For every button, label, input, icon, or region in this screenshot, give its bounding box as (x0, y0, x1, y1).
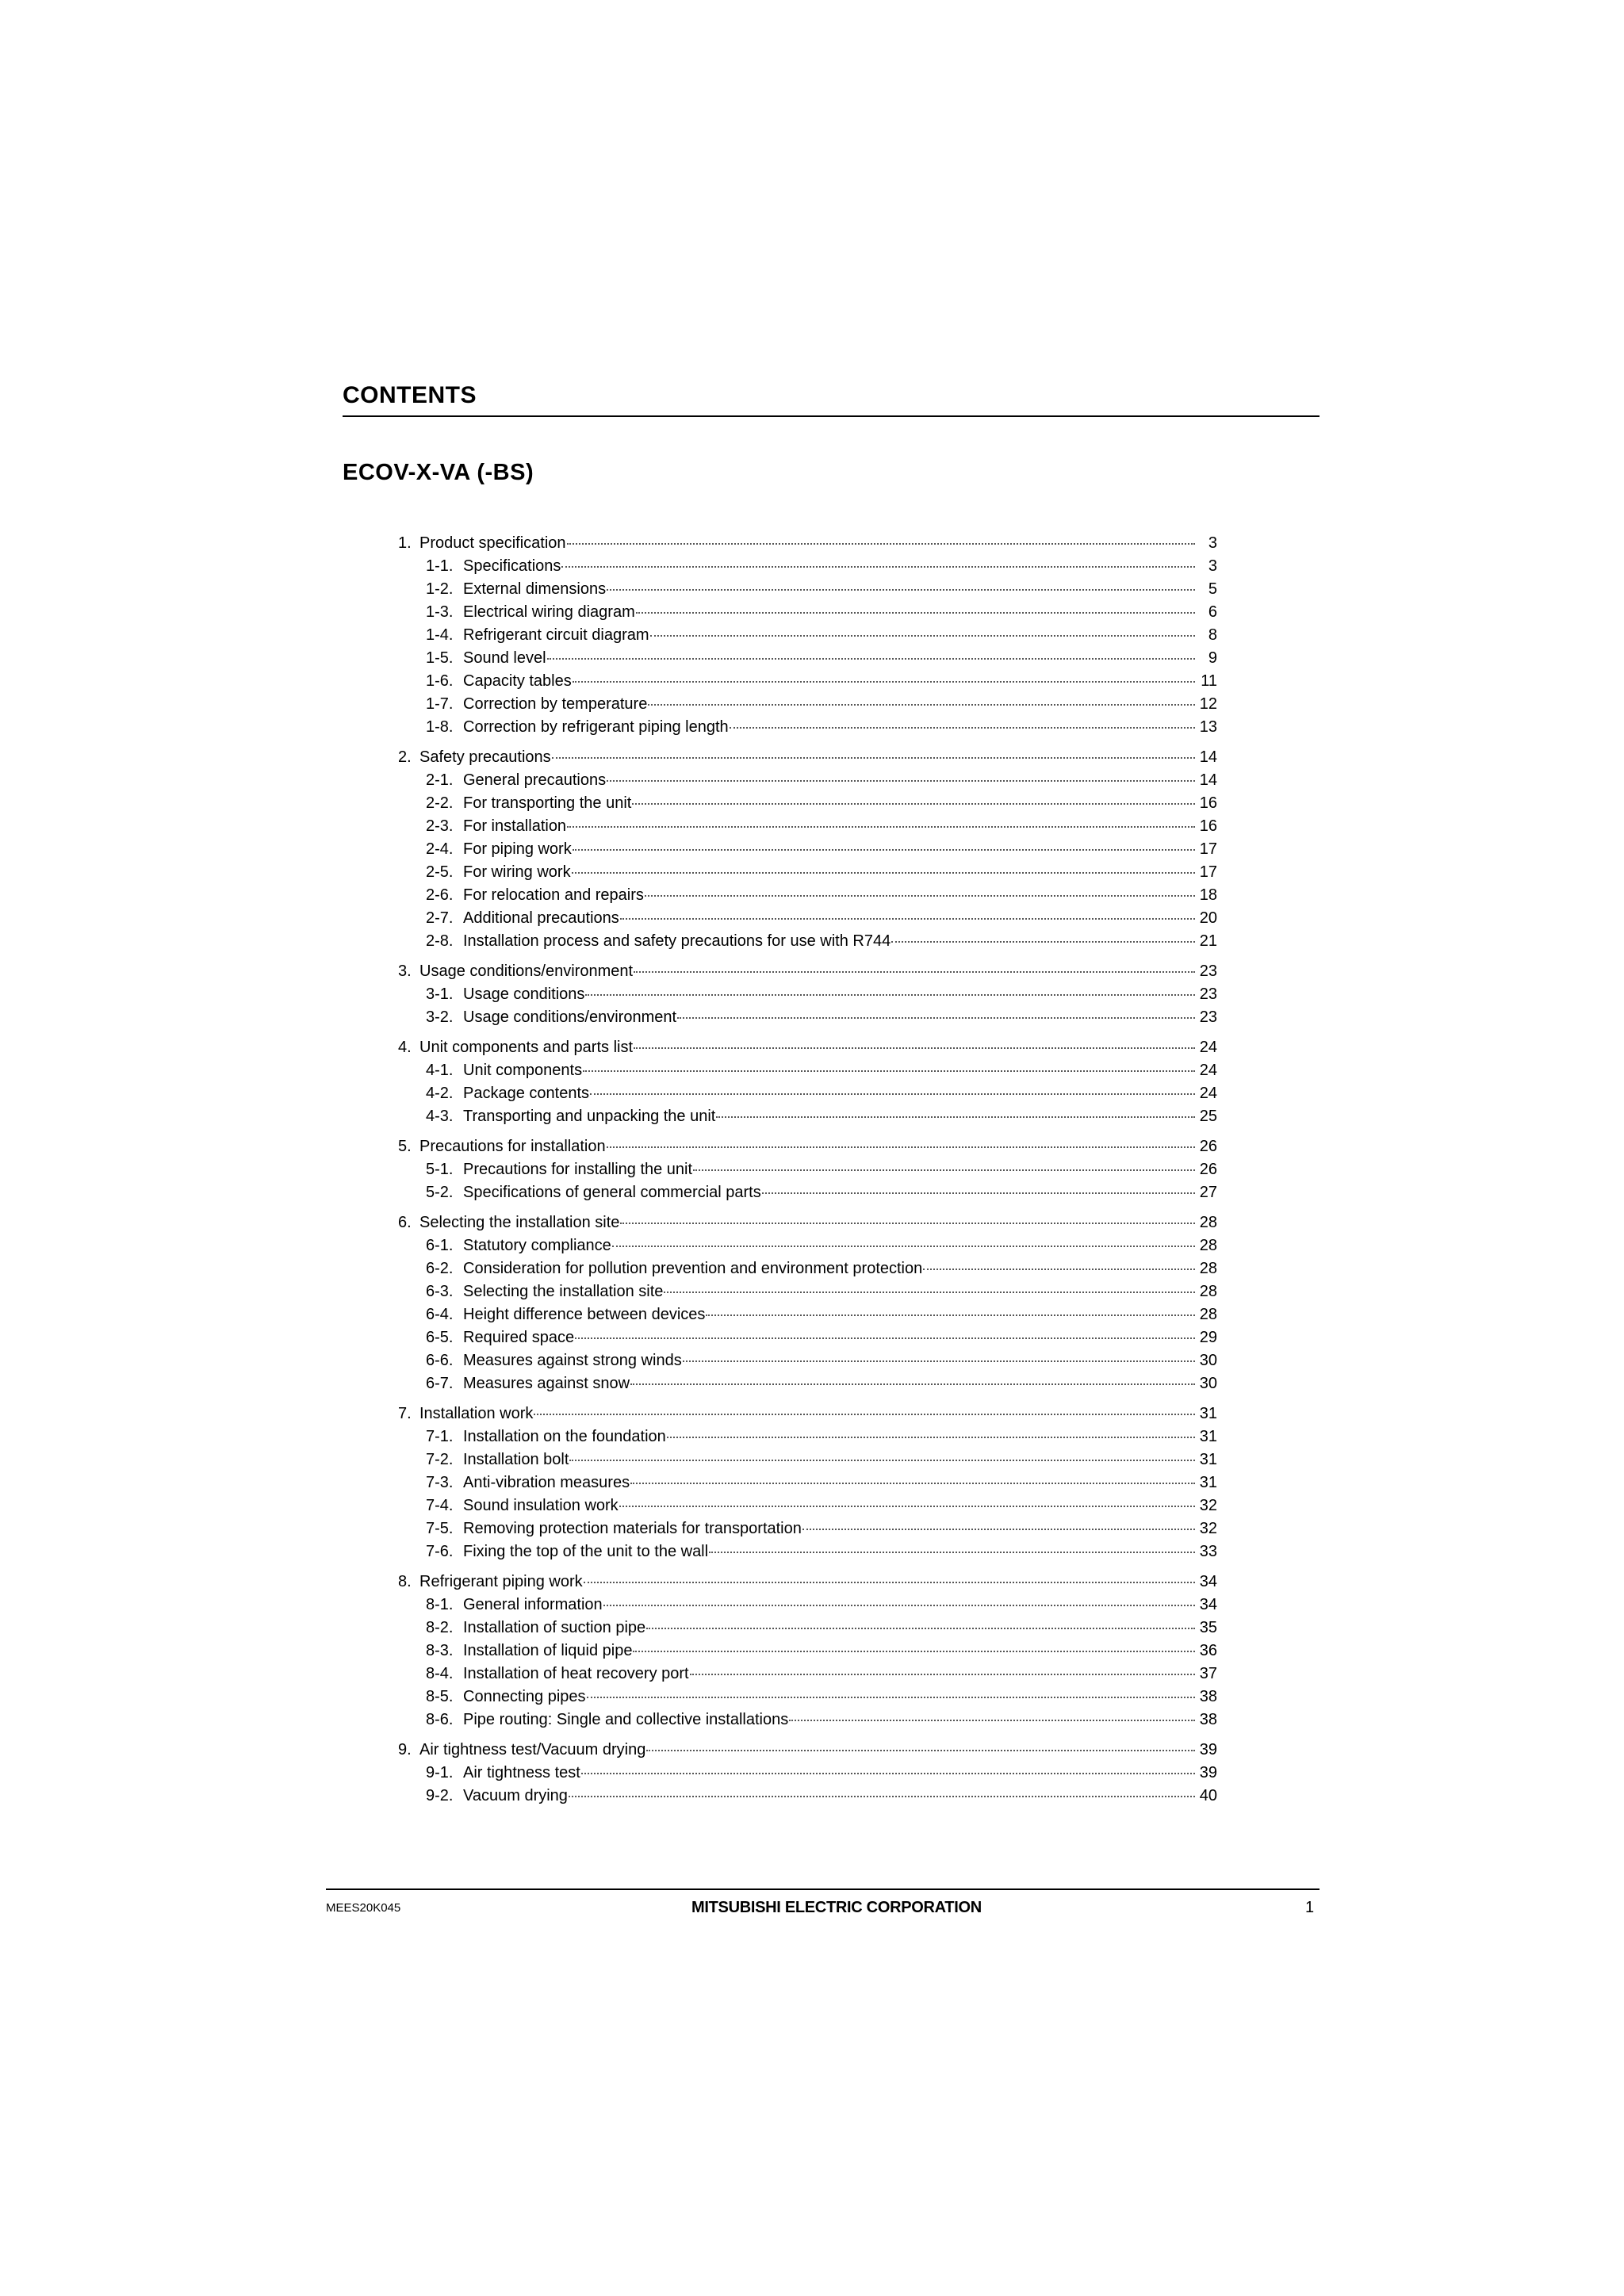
dot-leader (706, 1314, 1195, 1316)
toc-entry-number: 2-3. (426, 817, 454, 835)
toc-subsection-entry[interactable] (398, 1448, 1217, 1471)
toc-entry-title: Vacuum drying (463, 1787, 568, 1804)
toc-section-entry[interactable] (398, 1739, 1217, 1762)
toc-entry-page: 3 (1208, 534, 1217, 552)
toc-entry-title: Sound level (463, 649, 546, 667)
toc-subsection-entry[interactable] (398, 1663, 1217, 1686)
toc-subsection-entry[interactable] (398, 1517, 1217, 1540)
model-subtitle: ECOV-X-VA (-BS) (343, 460, 534, 485)
toc-entry-page: 26 (1199, 1161, 1217, 1178)
toc-entry-page: 28 (1199, 1260, 1217, 1277)
toc-entry-title: Height difference between devices (463, 1306, 706, 1323)
toc-entry-number: 1-5. (426, 649, 454, 667)
toc-entry-number: 5-2. (426, 1184, 454, 1201)
toc-entry-number: 1-3. (426, 603, 454, 621)
table-of-contents (398, 532, 1217, 1808)
toc-entry-page: 16 (1199, 817, 1217, 835)
toc-entry-number: 7-2. (426, 1451, 454, 1468)
toc-entry-number: 3. (398, 962, 412, 980)
toc-subsection-entry[interactable] (398, 815, 1217, 838)
toc-entry-number: 9. (398, 1741, 412, 1758)
toc-entry-title: Measures against snow (463, 1375, 630, 1392)
toc-entry-number: 1-7. (426, 695, 454, 713)
toc-entry-title: Correction by refrigerant piping length (463, 718, 729, 736)
dot-leader (693, 1169, 1195, 1171)
toc-entry-title: Usage conditions (463, 985, 585, 1003)
toc-subsection-entry[interactable] (398, 624, 1217, 647)
toc-subsection-entry[interactable] (398, 861, 1217, 884)
toc-subsection-entry[interactable] (398, 838, 1217, 861)
toc-entry-number: 2-7. (426, 909, 454, 927)
toc-entry-page: 39 (1199, 1741, 1217, 1758)
toc-entry-title: Selecting the installation site (419, 1214, 620, 1231)
toc-entry-title: Installation process and safety precautions for use with R744 (463, 932, 891, 950)
toc-entry-page: 9 (1208, 649, 1217, 667)
dot-leader (575, 1337, 1195, 1339)
dot-leader (630, 1383, 1195, 1385)
toc-subsection-entry[interactable] (398, 930, 1217, 953)
toc-entry-number: 8-6. (426, 1711, 454, 1728)
toc-subsection-entry[interactable] (398, 907, 1217, 930)
toc-entry-title: Precautions for installation (419, 1138, 606, 1155)
toc-subsection-entry[interactable] (398, 1349, 1217, 1372)
toc-entry-number: 6. (398, 1214, 412, 1231)
toc-entry-number: 8-3. (426, 1642, 454, 1659)
dot-leader (585, 994, 1195, 996)
toc-section-entry[interactable] (398, 1135, 1217, 1158)
toc-entry-number: 6-3. (426, 1283, 454, 1300)
toc-entry-title: Precautions for installing the unit (463, 1161, 693, 1178)
toc-entry-page: 20 (1199, 909, 1217, 927)
toc-entry-page: 31 (1199, 1405, 1217, 1422)
toc-subsection-entry[interactable] (398, 1709, 1217, 1732)
toc-entry-page: 29 (1199, 1329, 1217, 1346)
toc-entry-page: 13 (1199, 718, 1217, 736)
dot-leader (667, 1437, 1195, 1438)
dot-leader (603, 1605, 1195, 1606)
dot-leader (646, 1628, 1195, 1629)
toc-entry-number: 7-6. (426, 1543, 454, 1560)
toc-entry-number: 1-1. (426, 557, 454, 575)
toc-subsection-entry[interactable] (398, 1594, 1217, 1617)
toc-subsection-entry[interactable] (398, 1082, 1217, 1105)
footer-corporation: MITSUBISHI ELECTRIC CORPORATION (691, 1899, 982, 1916)
dot-leader (612, 1246, 1195, 1247)
toc-entry-page: 26 (1199, 1138, 1217, 1155)
toc-entry-page: 24 (1199, 1085, 1217, 1102)
toc-entry-title: Measures against strong winds (463, 1352, 682, 1369)
dot-leader (607, 780, 1195, 782)
dot-leader (620, 1223, 1195, 1224)
toc-entry-number: 8-4. (426, 1665, 454, 1682)
toc-entry-number: 1-6. (426, 672, 454, 690)
toc-entry-number: 7-1. (426, 1428, 454, 1445)
toc-section-entry[interactable] (398, 1571, 1217, 1594)
toc-entry-number: 6-2. (426, 1260, 454, 1277)
toc-entry-title: Installation of suction pipe (463, 1619, 646, 1636)
toc-entry-page: 17 (1199, 840, 1217, 858)
dot-leader (709, 1552, 1195, 1553)
toc-entry-number: 6-6. (426, 1352, 454, 1369)
toc-section-entry[interactable] (398, 532, 1217, 555)
dot-leader (891, 941, 1195, 943)
dot-leader (547, 658, 1195, 660)
toc-entry-title: Installation work (419, 1405, 534, 1422)
dot-leader (648, 704, 1195, 706)
toc-entry-page: 28 (1199, 1283, 1217, 1300)
dot-leader (730, 727, 1195, 729)
toc-entry-page: 38 (1199, 1711, 1217, 1728)
toc-entry-page: 34 (1199, 1573, 1217, 1590)
heading-rule (343, 415, 1320, 417)
toc-entry-number: 3-1. (426, 985, 454, 1003)
toc-subsection-entry[interactable] (398, 1686, 1217, 1709)
dot-leader (584, 1582, 1195, 1583)
toc-entry-title: Safety precautions (419, 748, 551, 766)
toc-entry-page: 24 (1199, 1039, 1217, 1056)
toc-subsection-entry[interactable] (398, 1280, 1217, 1303)
toc-entry-number: 2. (398, 748, 412, 766)
toc-subsection-entry[interactable] (398, 716, 1217, 739)
toc-entry-title: Installation of liquid pipe (463, 1642, 633, 1659)
toc-entry-number: 6-7. (426, 1375, 454, 1392)
dot-leader (677, 1017, 1195, 1019)
toc-entry-page: 32 (1199, 1497, 1217, 1514)
toc-entry-page: 30 (1199, 1352, 1217, 1369)
toc-subsection-entry[interactable] (398, 693, 1217, 716)
dot-leader (802, 1529, 1195, 1530)
toc-entry-page: 31 (1199, 1428, 1217, 1445)
toc-subsection-entry[interactable] (398, 1785, 1217, 1808)
toc-entry-page: 24 (1199, 1062, 1217, 1079)
toc-subsection-entry[interactable] (398, 1158, 1217, 1181)
toc-subsection-entry[interactable] (398, 1762, 1217, 1785)
toc-entry-page: 18 (1199, 886, 1217, 904)
toc-entry-title: Usage conditions/environment (419, 962, 634, 980)
toc-entry-page: 16 (1199, 794, 1217, 812)
toc-entry-page: 34 (1199, 1596, 1217, 1613)
toc-entry-title: Consideration for pollution prevention and environment protection (463, 1260, 923, 1277)
toc-entry-number: 7-3. (426, 1474, 454, 1491)
toc-entry-page: 32 (1199, 1520, 1217, 1537)
toc-entry-number: 9-1. (426, 1764, 454, 1781)
dot-leader (683, 1360, 1195, 1362)
footer-rule (326, 1888, 1320, 1890)
toc-subsection-entry[interactable] (398, 555, 1217, 578)
toc-entry-title: Transporting and unpacking the unit (463, 1108, 716, 1125)
dot-leader (607, 1146, 1195, 1148)
toc-entry-page: 35 (1199, 1619, 1217, 1636)
toc-entry-title: External dimensions (463, 580, 607, 598)
toc-entry-number: 3-2. (426, 1008, 454, 1026)
dot-leader (573, 681, 1195, 683)
toc-entry-title: For relocation and repairs (463, 886, 644, 904)
dot-leader (552, 757, 1195, 759)
toc-entry-title: Correction by temperature (463, 695, 648, 713)
toc-entry-title: Usage conditions/environment (463, 1008, 677, 1026)
toc-entry-page: 12 (1199, 695, 1217, 713)
toc-entry-page: 23 (1199, 1008, 1217, 1026)
dot-leader (569, 1460, 1195, 1461)
dot-leader (645, 895, 1195, 897)
toc-entry-title: Selecting the installation site (463, 1283, 664, 1300)
toc-subsection-entry[interactable] (398, 1326, 1217, 1349)
dot-leader (650, 635, 1195, 637)
dot-leader (630, 1483, 1195, 1484)
toc-entry-page: 21 (1199, 932, 1217, 950)
toc-entry-number: 7-5. (426, 1520, 454, 1537)
toc-entry-title: Installation bolt (463, 1451, 569, 1468)
toc-entry-title: For installation (463, 817, 567, 835)
toc-entry-number: 6-5. (426, 1329, 454, 1346)
toc-subsection-entry[interactable] (398, 1617, 1217, 1640)
toc-subsection-entry[interactable] (398, 1234, 1217, 1257)
toc-entry-page: 23 (1199, 985, 1217, 1003)
toc-entry-title: General precautions (463, 771, 607, 789)
dot-leader (607, 589, 1195, 591)
toc-subsection-entry[interactable] (398, 1257, 1217, 1280)
toc-entry-page: 36 (1199, 1642, 1217, 1659)
toc-entry-number: 2-2. (426, 794, 454, 812)
toc-entry-number: 8-2. (426, 1619, 454, 1636)
toc-entry-page: 17 (1199, 863, 1217, 881)
toc-entry-title: For wiring work (463, 863, 571, 881)
toc-entry-title: Fixing the top of the unit to the wall (463, 1543, 709, 1560)
toc-entry-number: 5. (398, 1138, 412, 1155)
toc-subsection-entry[interactable] (398, 1059, 1217, 1082)
dot-leader (634, 971, 1195, 973)
toc-subsection-entry[interactable] (398, 1471, 1217, 1494)
toc-entry-title: For piping work (463, 840, 572, 858)
toc-subsection-entry[interactable] (398, 884, 1217, 907)
toc-entry-title: Air tightness test (463, 1764, 580, 1781)
toc-section-entry[interactable] (398, 1036, 1217, 1059)
toc-entry-title: Package contents (463, 1085, 589, 1102)
dot-leader (716, 1116, 1195, 1118)
toc-entry-number: 4-2. (426, 1085, 454, 1102)
dot-leader (587, 1697, 1195, 1698)
toc-entry-title: Specifications (463, 557, 561, 575)
toc-subsection-entry[interactable] (398, 1006, 1217, 1029)
toc-entry-number: 2-8. (426, 932, 454, 950)
toc-entry-title: Pipe routing: Single and collective installations (463, 1711, 789, 1728)
toc-entry-page: 5 (1208, 580, 1217, 598)
toc-entry-page: 38 (1199, 1688, 1217, 1705)
dot-leader (534, 1414, 1195, 1415)
dot-leader (646, 1750, 1195, 1751)
toc-entry-number: 5-1. (426, 1161, 454, 1178)
page-heading: CONTENTS (343, 382, 477, 408)
toc-subsection-entry[interactable] (398, 792, 1217, 815)
toc-entry-title: Anti-vibration measures (463, 1474, 630, 1491)
toc-subsection-entry[interactable] (398, 647, 1217, 670)
dot-leader (561, 566, 1195, 568)
dot-leader (923, 1269, 1195, 1270)
toc-subsection-entry[interactable] (398, 1303, 1217, 1326)
toc-entry-number: 1-8. (426, 718, 454, 736)
toc-entry-page: 23 (1199, 962, 1217, 980)
toc-entry-title: Refrigerant circuit diagram (463, 626, 649, 644)
dot-leader (583, 1070, 1195, 1072)
toc-section-entry[interactable] (398, 1402, 1217, 1425)
dot-leader (762, 1192, 1195, 1194)
toc-entry-title: Connecting pipes (463, 1688, 586, 1705)
toc-entry-title: Unit components (463, 1062, 583, 1079)
toc-entry-number: 6-4. (426, 1306, 454, 1323)
toc-entry-title: Removing protection materials for transportation (463, 1520, 802, 1537)
toc-entry-title: Refrigerant piping work (419, 1573, 583, 1590)
toc-subsection-entry[interactable] (398, 1425, 1217, 1448)
toc-entry-page: 37 (1199, 1665, 1217, 1682)
toc-entry-page: 14 (1199, 748, 1217, 766)
dot-leader (636, 612, 1195, 614)
dot-leader (789, 1720, 1195, 1721)
toc-entry-number: 7. (398, 1405, 412, 1422)
toc-entry-number: 2-6. (426, 886, 454, 904)
dot-leader (573, 849, 1195, 851)
dot-leader (664, 1292, 1195, 1293)
toc-entry-page: 8 (1208, 626, 1217, 644)
toc-entry-page: 25 (1199, 1108, 1217, 1125)
toc-entry-number: 4-1. (426, 1062, 454, 1079)
toc-entry-page: 30 (1199, 1375, 1217, 1392)
toc-entry-title: For transporting the unit (463, 794, 632, 812)
dot-leader (619, 1506, 1195, 1507)
toc-subsection-entry[interactable] (398, 769, 1217, 792)
toc-entry-title: Additional precautions (463, 909, 619, 927)
toc-section-entry[interactable] (398, 960, 1217, 983)
dot-leader (590, 1093, 1195, 1095)
toc-entry-number: 1-4. (426, 626, 454, 644)
dot-leader (632, 803, 1195, 805)
toc-section-entry[interactable] (398, 1211, 1217, 1234)
toc-entry-page: 28 (1199, 1214, 1217, 1231)
toc-entry-title: Air tightness test/Vacuum drying (419, 1741, 646, 1758)
dot-leader (620, 918, 1195, 920)
toc-entry-title: Electrical wiring diagram (463, 603, 635, 621)
dot-leader (633, 1651, 1195, 1652)
toc-entry-page: 39 (1199, 1764, 1217, 1781)
toc-entry-number: 2-1. (426, 771, 454, 789)
toc-entry-number: 9-2. (426, 1787, 454, 1804)
toc-entry-page: 31 (1199, 1474, 1217, 1491)
toc-entry-page: 28 (1199, 1306, 1217, 1323)
toc-entry-page: 33 (1199, 1543, 1217, 1560)
toc-subsection-entry[interactable] (398, 670, 1217, 693)
toc-entry-number: 7-4. (426, 1497, 454, 1514)
toc-entry-page: 6 (1208, 603, 1217, 621)
toc-subsection-entry[interactable] (398, 1181, 1217, 1204)
toc-subsection-entry[interactable] (398, 1640, 1217, 1663)
toc-entry-title: Installation on the foundation (463, 1428, 666, 1445)
toc-entry-title: Installation of heat recovery port (463, 1665, 689, 1682)
toc-entry-page: 11 (1201, 672, 1217, 690)
footer-page-number: 1 (1305, 1899, 1315, 1916)
toc-entry-number: 2-5. (426, 863, 454, 881)
toc-subsection-entry[interactable] (398, 601, 1217, 624)
dot-leader (690, 1674, 1195, 1675)
toc-entry-page: 28 (1199, 1237, 1217, 1254)
toc-entry-number: 2-4. (426, 840, 454, 858)
toc-subsection-entry[interactable] (398, 983, 1217, 1006)
toc-entry-number: 8. (398, 1573, 412, 1590)
dot-leader (572, 872, 1195, 874)
toc-entry-title: Product specification (419, 534, 566, 552)
dot-leader (569, 1796, 1195, 1797)
toc-entry-title: Statutory compliance (463, 1237, 611, 1254)
toc-entry-page: 31 (1199, 1451, 1217, 1468)
toc-entry-number: 6-1. (426, 1237, 454, 1254)
toc-entry-page: 3 (1208, 557, 1217, 575)
dot-leader (567, 826, 1195, 828)
toc-entry-title: Specifications of general commercial parts (463, 1184, 761, 1201)
toc-entry-page: 27 (1199, 1184, 1217, 1201)
toc-entry-title: General information (463, 1596, 603, 1613)
footer-doc-code: MEES20K045 (326, 1901, 401, 1915)
toc-entry-number: 4. (398, 1039, 412, 1056)
toc-entry-number: 1. (398, 534, 412, 552)
toc-entry-number: 8-1. (426, 1596, 454, 1613)
toc-entry-page: 40 (1199, 1787, 1217, 1804)
toc-entry-title: Capacity tables (463, 672, 572, 690)
toc-entry-number: 4-3. (426, 1108, 454, 1125)
dot-leader (567, 543, 1195, 545)
toc-section-entry[interactable] (398, 746, 1217, 769)
toc-entry-page: 14 (1199, 771, 1217, 789)
toc-entry-number: 8-5. (426, 1688, 454, 1705)
toc-entry-number: 1-2. (426, 580, 454, 598)
toc-subsection-entry[interactable] (398, 1494, 1217, 1517)
dot-leader (634, 1047, 1195, 1049)
toc-subsection-entry[interactable] (398, 1372, 1217, 1395)
toc-subsection-entry[interactable] (398, 1105, 1217, 1128)
toc-entry-title: Unit components and parts list (419, 1039, 634, 1056)
toc-subsection-entry[interactable] (398, 1540, 1217, 1563)
dot-leader (581, 1773, 1195, 1774)
toc-subsection-entry[interactable] (398, 578, 1217, 601)
toc-entry-title: Required space (463, 1329, 575, 1346)
toc-entry-title: Sound insulation work (463, 1497, 619, 1514)
